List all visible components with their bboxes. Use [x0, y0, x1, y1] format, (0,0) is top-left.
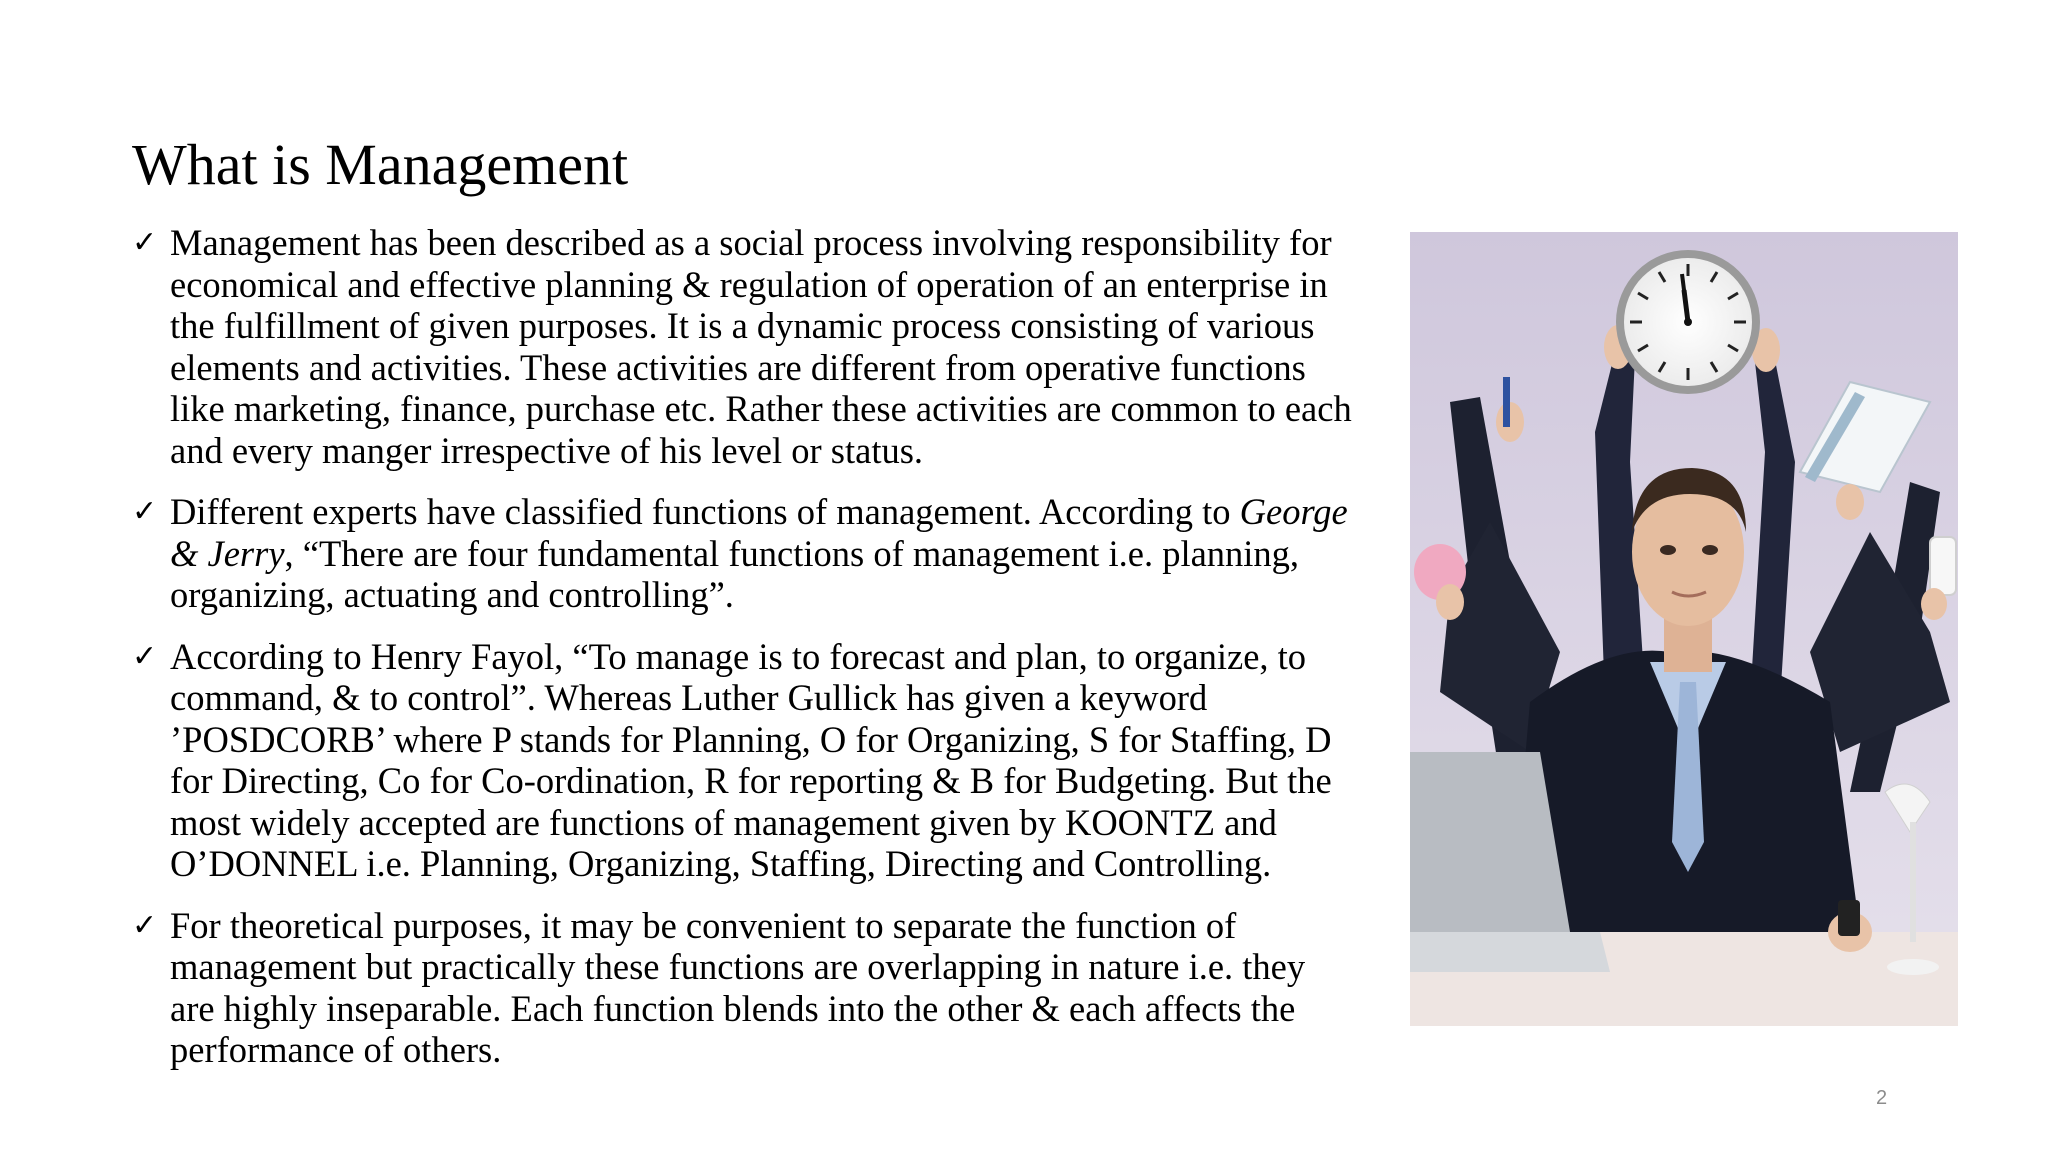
bullet-item	[132, 905, 1422, 1071]
bullet-text-emphasis: George & Jerry	[170, 491, 1348, 574]
bullet-text	[170, 491, 1422, 616]
bullet-text: Management has been described as a social process involving responsibility for economical and effective planning & regulation of operation of an enterprise in the fulfillment of given purposes. It is a dynamic process consisting of various elements and activities. These activities are different from operative functions like marketing, finance, purchase etc. Rather these activities are common to each and every manger irrespective of his level or status.	[170, 222, 1352, 471]
checkmark-icon: ✓	[132, 494, 158, 529]
checkmark-icon: ✓	[132, 638, 158, 674]
bullet-item	[132, 222, 1422, 471]
page-number: 2	[1876, 1087, 1888, 1109]
checkmark-icon: ✓	[132, 225, 158, 260]
bullet-item	[132, 491, 1422, 616]
bullet-text: According to Henry Fayol, “To manage is to forecast and plan, to organize, to command, & to control”. Whereas Luther Gullick has given a keyword ’POSDCORB’ where P stands for Planning, O for Organizing, S for Staffing, D for Directing, Co for Co-ordination, R for reporting & B for Budgeting. But the most widely accepted are functions of management given by KOONTZ and O’DONNEL i.e. Planning, Organizing, Staffing, Directing and Controlling.	[170, 635, 1332, 884]
bullet-list	[132, 222, 1422, 1091]
bullet-text-part: , “There are four fundamental functions of management i.e. planning, organizing, actuating and controlling”.	[170, 532, 1300, 615]
checkmark-icon: ✓	[132, 907, 158, 943]
bullet-text: For theoretical purposes, it may be convenient to separate the function of management but practically these functions are overlapping in nature i.e. they are highly inseparable. Each function blends into the other & each affects the performance of others.	[170, 904, 1306, 1070]
slide-title: What is Management	[132, 132, 629, 197]
bullet-text-part: Different experts have classified functions of management. According to	[170, 491, 1240, 532]
bullet-item	[132, 636, 1422, 885]
multitasking-manager-image	[1410, 232, 1958, 1026]
